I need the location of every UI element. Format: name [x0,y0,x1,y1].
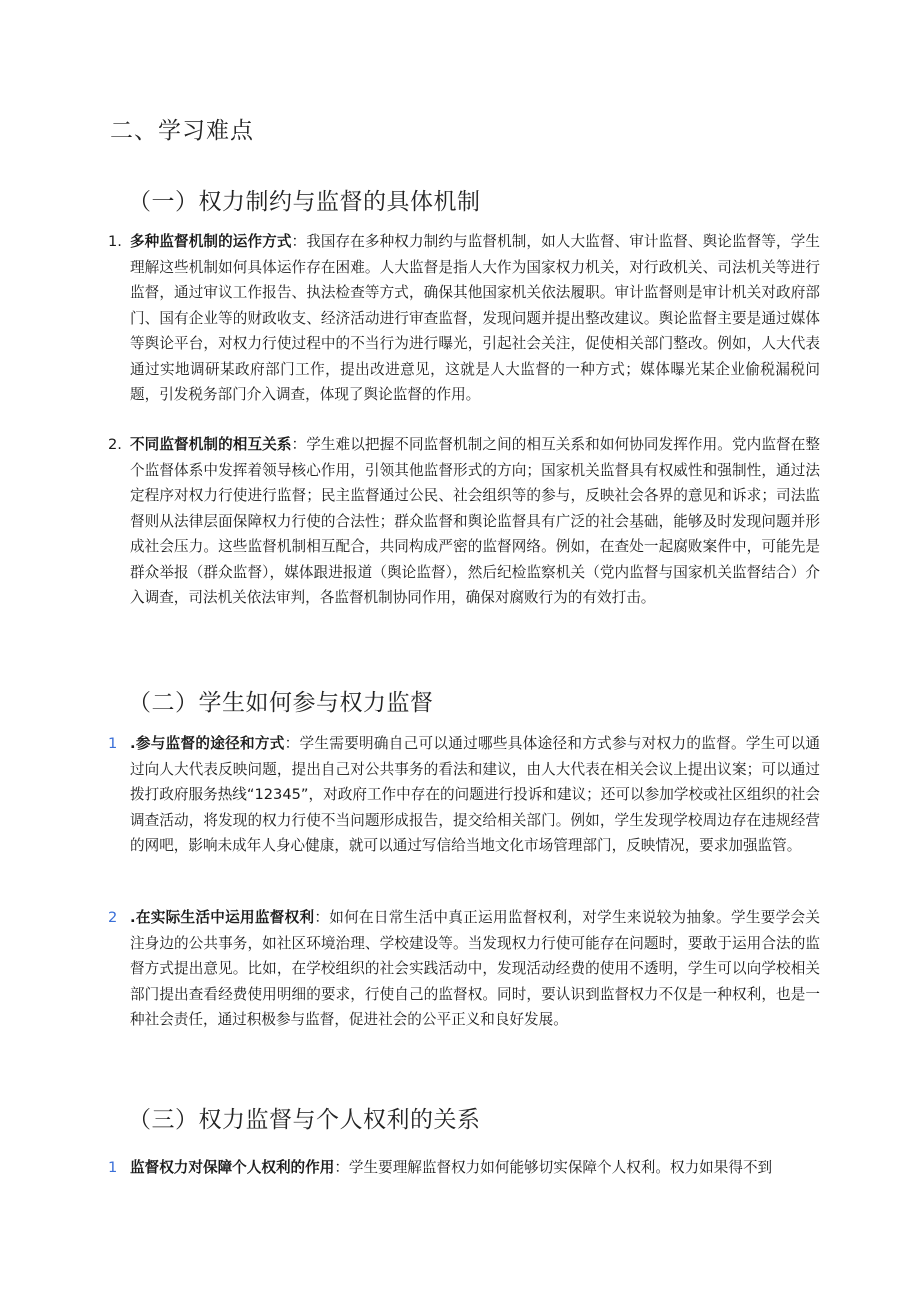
subsection-title-3: （三）权力监督与个人权利的关系 [128,1107,481,1133]
list-item [108,905,820,1033]
item-body: ：我国存在多种权力制约与监督机制，如人大监督、审计监督、舆论监督等，学生理解这些机制如何具体运作存在困难。人大监督是指人大作为国家权力机关，对行政机关、司法机关等进行监督，通过审议工作报告、执法检查等方式，确保其他国家机关依法履职。审计监督则是审计机关对政府部门、国有企业等的财政收支、经济活动进行审查监督，发现问题并提出整改建议。舆论监督主要是通过媒体等舆论平台，对权力行使过程中的不当行为进行曝光，引起社会关注，促使相关部门整改。例如，人大代表通过实地调研某政府部门工作，提出改进意见，这就是人大监督的一种方式；媒体曝光某企业偷税漏税问题，引发税务部门介入调查，体现了舆论监督的作用。 [130,233,820,403]
item-number: 1 [108,735,118,752]
item-body: ：学生难以把握不同监督机制之间的相互关系和如何协同发挥作用。党内监督在整个监督体系中发挥着领导核心作用，引领其他监督形式的方向；国家机关监督具有权威性和强制性，通过法定程序对权力行使进行监督；民主监督通过公民、社会组织等的参与，反映社会各界的意见和诉求；司法监督则从法律层面保障权力行使的合法性；群众监督和舆论监督具有广泛的社会基础，能够及时发现问题并形成社会压力。这些监督机制相互配合，共同构成严密的监督网络。例如，在查处一起腐败案件中，可能先是群众举报（群众监督），媒体跟进报道（舆论监督），然后纪检监察机关（党内监督与国家机关监督结合）介入调查，司法机关依法审判，各监督机制协同作用，确保对腐败行为的有效打击。 [130,436,820,606]
item-lead: .在实际生活中运用监督权利 [130,909,315,926]
item-body: ：学生要理解监督权力如何能够切实保障个人权利。权力如果得不到 [334,1159,773,1176]
paragraph [108,905,820,1033]
item-number: 1 [108,1159,118,1176]
list-item [108,229,820,408]
item-number: 2. [108,436,122,453]
item-number: 2 [108,909,118,926]
item-body: ：学生需要明确自己可以通过哪些具体途径和方式参与对权力的监督。学生可以通过向人大代表反映问题，提出自己对公共事务的看法和建议，由人大代表在相关会议上提出议案；可以通过拨打政府服务热线“12345”，对政府工作中存在的问题进行投诉和建议；还可以参加学校或社区组织的社会调查活动，将发现的权力行使不当问题形成报告，提交给相关部门。例如，学生发现学校周边存在违规经营的网吧，影响未成年人身心健康，就可以通过写信给当地文化市场管理部门，反映情况，要求加强监管。 [130,735,820,854]
paragraph [108,432,820,611]
item-lead: 多种监督机制的运作方式 [130,233,292,250]
paragraph [108,229,820,408]
list-item [108,1155,820,1181]
subsection-title-1: （一）权力制约与监督的具体机制 [128,189,481,215]
item-lead: 监督权力对保障个人权利的作用 [130,1159,335,1176]
item-body: ：如何在日常生活中真正运用监督权利，对学生来说较为抽象。学生要学会关注身边的公共事务，如社区环境治理、学校建设等。当发现权力行使可能存在问题时，要敢于运用合法的监督方式提出意见。比如，在学校组织的社会实践活动中，发现活动经费的使用不透明，学生可以向学校相关部门提出查看经费使用明细的要求，行使自己的监督权。同时，要认识到监督权力不仅是一种权利，也是一种社会责任，通过积极参与监督，促进社会的公平正义和良好发展。 [130,909,820,1028]
subsection-title-2: （二）学生如何参与权力监督 [128,690,434,716]
section-title: 二、学习难点 [110,118,254,144]
list-item [108,731,820,859]
paragraph [108,1155,820,1181]
item-number: 1. [108,233,122,250]
item-lead: 不同监督机制的相互关系 [130,436,292,453]
list-item [108,432,820,611]
paragraph [108,731,820,859]
item-lead: .参与监督的途径和方式 [130,735,285,752]
